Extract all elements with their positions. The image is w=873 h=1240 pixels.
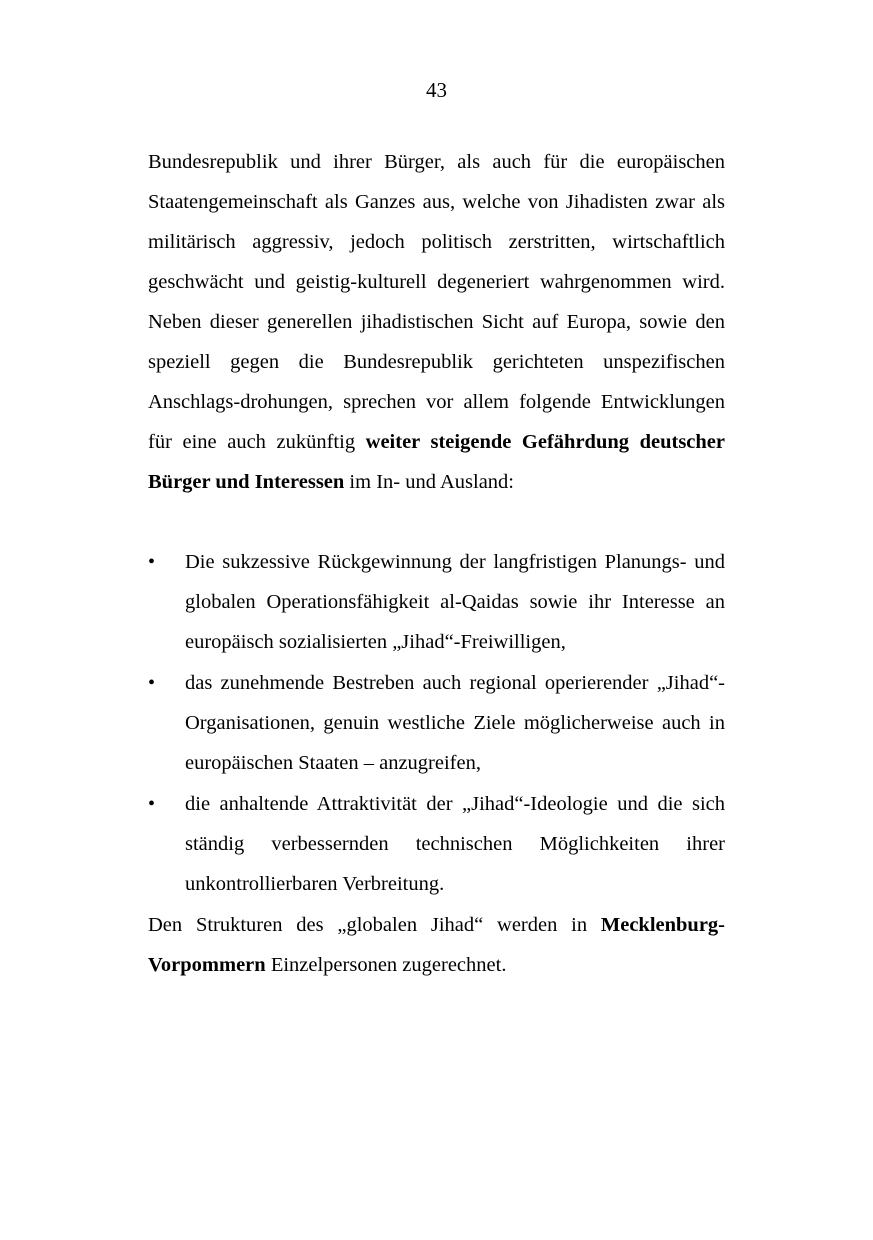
list-item — [148, 663, 725, 783]
list-item-text: Die sukzessive Rückgewinnung der langfristigen Planungs- und globalen Operationsfähigkeit al-Qaidas sowie ihr Interesse an europäisch sozialisierten „Jihad“-Freiwilligen, — [185, 551, 725, 653]
paragraph-spacer — [148, 502, 725, 542]
bullet-icon: • — [148, 551, 156, 573]
list-item-text: das zunehmende Bestreben auch regional operierender „Jihad“- Organisationen, genuin westliche Ziele möglicherweise auch in europäischen Staaten – anzugreifen, — [185, 672, 725, 774]
page-number: 43 — [426, 78, 447, 102]
intro-text-end: im In- und Ausland: — [344, 471, 514, 493]
closing-bold-text: Mecklenburg-Vorpommern — [148, 914, 725, 976]
document-body — [148, 142, 725, 985]
closing-text-end: Einzelpersonen zugerechnet. — [265, 954, 507, 976]
closing-paragraph — [148, 905, 725, 985]
list-item-text: die anhaltende Attraktivität der „Jihad“-Ideologie und die sich ständig verbessernden technischen Möglichkeiten ihrer unkontrollierbaren Verbreitung. — [185, 793, 725, 895]
list-item — [148, 542, 725, 662]
bullet-list — [148, 542, 725, 904]
intro-paragraph — [148, 142, 725, 502]
intro-bold-text: weiter steigende Gefährdung deutscher Bürger und Interessen — [148, 431, 725, 493]
bullet-icon: • — [148, 672, 156, 694]
list-item — [148, 784, 725, 904]
intro-text: Bundesrepublik und ihrer Bürger, als auch für die europäischen Staatengemeinschaft als Ganzes aus, welche von Jihadisten zwar als militärisch aggressiv, jedoch politisch zerstritten, wirtschaftlich geschwächt und geistig-kulturell degeneriert wahrgenommen wird. Neben dieser generellen jihadistischen Sicht auf Europa, sowie den speziell gegen die Bundesrepublik gerichteten unspezifischen Anschlags-drohungen, sprechen vor allem folgende Entwicklungen für eine auch zukünftig — [148, 151, 725, 453]
bullet-icon: • — [148, 793, 156, 815]
closing-text: Den Strukturen des „globalen Jihad“ werden in — [148, 914, 601, 936]
